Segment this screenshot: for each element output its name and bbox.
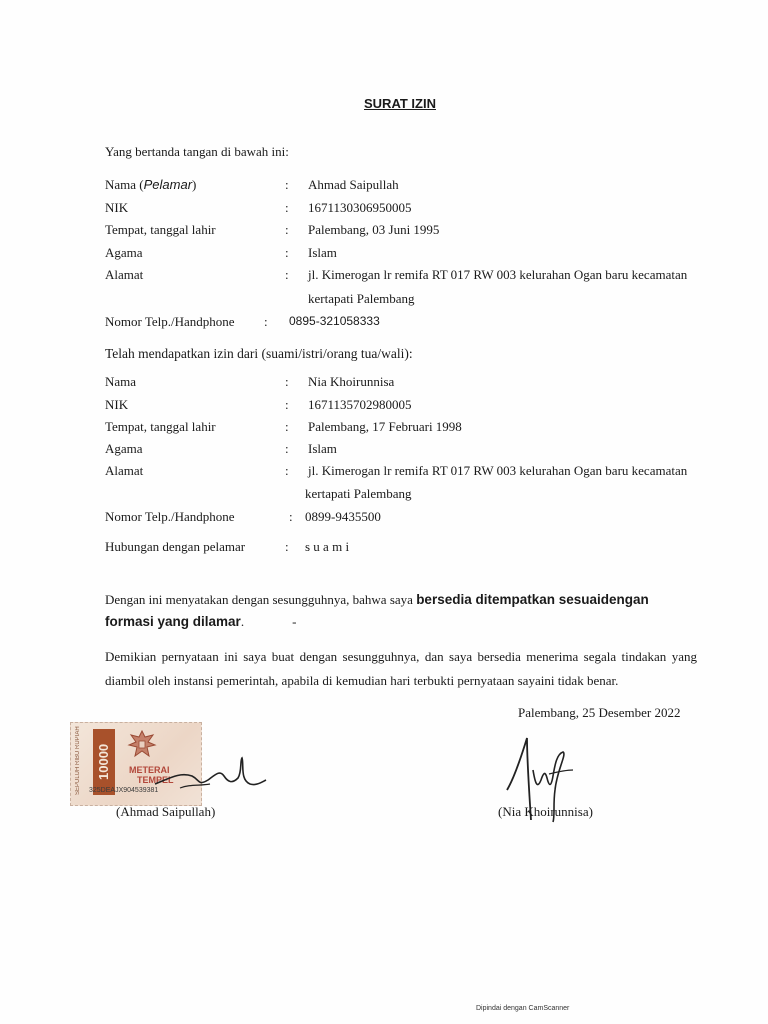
colon: :	[285, 463, 289, 478]
applicant-religion-label: Agama	[105, 245, 143, 260]
document-title: SURAT IZIN	[364, 96, 436, 111]
colon: :	[264, 314, 268, 329]
guardian-religion-label: Agama	[105, 441, 143, 456]
guardian-birth-label: Tempat, tanggal lahir	[105, 419, 216, 434]
signatory-right: (Nia Khoirunnisa)	[498, 804, 593, 819]
guardian-relation-label: Hubungan dengan pelamar	[105, 539, 246, 554]
guardian-name: Nia Khoirunnisa	[308, 374, 395, 389]
statement-line1: Dengan ini menyatakan dengan sesungguhnya, bahwa saya bersedia ditempatkan sesuaidengan	[105, 592, 649, 607]
applicant-phone-label: Nomor Telp./Handphone	[105, 314, 235, 329]
colon: :	[285, 177, 289, 192]
stamp-side-text: SEPULUH RIBU RUPIAH	[75, 726, 81, 795]
guardian-address-line1: jl. Kimerogan lr remifa RT 017 RW 003 kelurahan Ogan baru kecamatan	[308, 463, 688, 478]
permission-intro: Telah mendapatkan izin dari (suami/istri/orang tua/wali):	[105, 346, 413, 361]
camscanner-footer: Dipindai dengan CamScanner	[476, 1005, 570, 1012]
guardian-address-label: Alamat	[105, 463, 144, 478]
colon: :	[285, 419, 289, 434]
guardian-address-line2: kertapati Palembang	[305, 486, 412, 501]
guardian-nik: 1671135702980005	[308, 397, 412, 412]
applicant-name-label: Nama (Pelamar)	[105, 177, 197, 192]
guardian-name-label: Nama	[105, 374, 137, 389]
applicant-religion: Islam	[308, 245, 337, 260]
colon: :	[285, 539, 289, 554]
intro-text: Yang bertanda tangan di bawah ini:	[105, 144, 289, 159]
colon: :	[285, 200, 289, 215]
colon: :	[285, 374, 289, 389]
guardian-phone-label: Nomor Telp./Handphone	[105, 509, 235, 524]
signatory-left: (Ahmad Saipullah)	[116, 804, 216, 819]
guardian-nik-label: NIK	[105, 397, 129, 412]
colon: :	[285, 397, 289, 412]
applicant-address-label: Alamat	[105, 267, 144, 282]
colon: :	[285, 245, 289, 260]
guardian-relation: s u a m i	[305, 539, 350, 554]
stamp-code: 325DEAJX904539381	[89, 787, 159, 794]
applicant-signature	[150, 750, 270, 795]
applicant-birth-label: Tempat, tanggal lahir	[105, 222, 216, 237]
applicant-birth: Palembang, 03 Juni 1995	[308, 222, 440, 237]
stamp-label: METERAI TEMPEL	[129, 765, 174, 785]
applicant-nik: 1671130306950005	[308, 200, 412, 215]
applicant-name: Ahmad Saipullah	[308, 177, 399, 192]
colon: :	[285, 222, 289, 237]
colon: :	[289, 509, 293, 524]
applicant-address-line2: kertapati Palembang	[308, 291, 415, 306]
guardian-religion: Islam	[308, 441, 337, 456]
guardian-birth: Palembang, 17 Februari 1998	[308, 419, 462, 434]
guardian-phone: 0899-9435500	[305, 509, 381, 524]
colon: :	[285, 441, 289, 456]
applicant-address-line1: jl. Kimerogan lr remifa RT 017 RW 003 kelurahan Ogan baru kecamatan	[308, 267, 688, 282]
declaration-paragraph: Demikian pernyataan ini saya buat dengan sesungguhnya, dan saya bersedia menerima segala tindakan yang diambil oleh instansi pemerintah, apabila di kemudian hari terbukti pernyataan sayaini tidak benar.	[105, 649, 697, 688]
applicant-nik-label: NIK	[105, 200, 129, 215]
statement-line2: formasi yang dilamar. -	[105, 614, 297, 629]
applicant-phone: 0895-321058333	[289, 314, 380, 328]
place-date: Palembang, 25 Desember 2022	[518, 705, 681, 720]
stamp-value: 10000	[93, 729, 115, 795]
colon: :	[285, 267, 289, 282]
